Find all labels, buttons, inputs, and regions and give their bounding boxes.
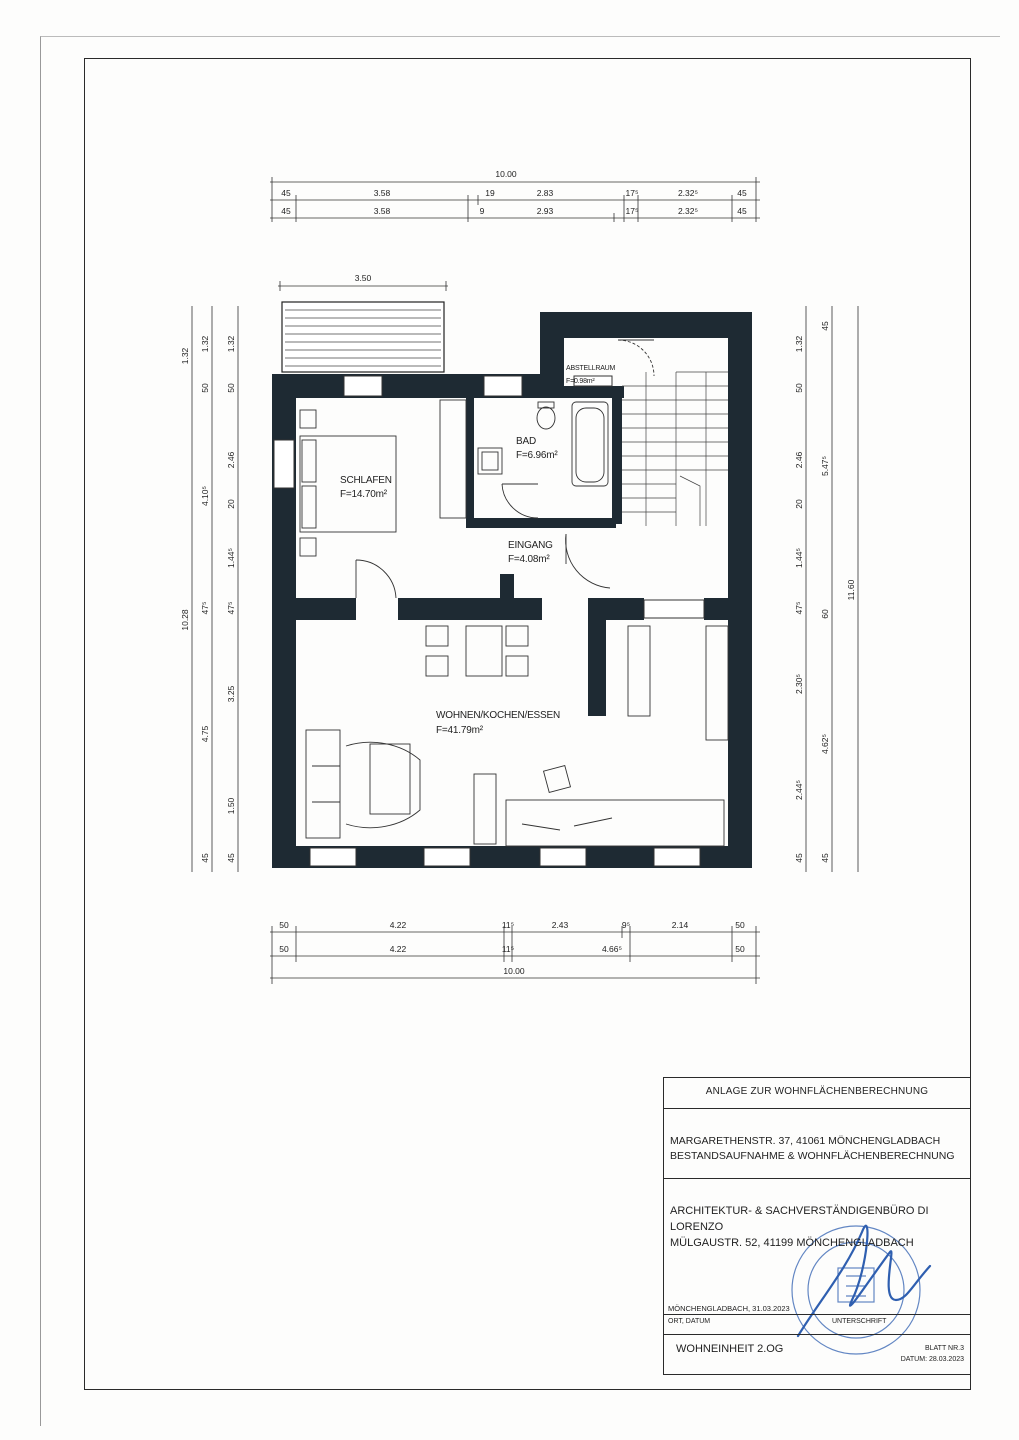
bottom-total-dim: 10.00 xyxy=(503,966,525,976)
dim-label: 11⁵ xyxy=(501,920,515,930)
dim-label: 1.32 xyxy=(180,347,190,365)
dim-label: 47⁵ xyxy=(226,601,236,615)
top-dims-row2 xyxy=(281,206,747,216)
dim-label: 45 xyxy=(820,853,830,863)
living-furniture xyxy=(306,626,728,846)
room-eingang-area: F=4.08m² xyxy=(508,554,550,565)
bathroom-fixtures xyxy=(478,402,608,486)
room-eingang-name: EINGANG xyxy=(508,540,553,551)
dim-label: 17⁵ xyxy=(625,188,639,198)
dim-label: 1.32 xyxy=(226,335,236,353)
divider xyxy=(664,1178,970,1179)
dim-label: 4.22 xyxy=(389,944,407,954)
dim-label: 50 xyxy=(200,383,210,393)
project-address xyxy=(670,1134,970,1164)
terrace-width-dim: 3.50 xyxy=(354,273,372,283)
place-date: MÖNCHENGLADBACH, 31.03.2023 xyxy=(668,1304,790,1313)
room-schlafen-area: F=14.70m² xyxy=(340,489,387,500)
dim-label: 1.50 xyxy=(226,797,236,815)
dim-label: 47⁵ xyxy=(794,601,804,615)
dim-label: 45 xyxy=(820,321,830,331)
bottom-dims-row2 xyxy=(279,944,745,954)
dim-label: 9⁵ xyxy=(621,920,631,930)
room-labels xyxy=(340,365,616,736)
dim-label: 45 xyxy=(737,188,747,198)
divider xyxy=(664,1334,970,1335)
dim-label: 1.44⁵ xyxy=(226,547,236,569)
dim-label: 2.46 xyxy=(794,451,804,469)
titleblock-heading: ANLAGE ZUR WOHNFLÄCHENBERECHNUNG xyxy=(705,1086,929,1097)
dim-label: 2.32⁵ xyxy=(677,206,699,216)
address-line-2: BESTANDSAUFNAHME & WOHNFLÄCHENBERECHNUNG xyxy=(670,1150,955,1162)
dim-label: 2.30⁵ xyxy=(794,673,804,695)
dim-label: 2.44⁵ xyxy=(794,779,804,801)
dim-label: 5.47⁵ xyxy=(820,455,830,477)
dim-label: 3.25 xyxy=(226,685,236,703)
dim-label: 45 xyxy=(226,853,236,863)
interior-walls xyxy=(296,386,728,716)
dim-label: 4.62⁵ xyxy=(820,733,830,755)
dim-label: 1.32 xyxy=(200,335,210,353)
dim-label: 9 xyxy=(479,206,485,216)
sheet-date: DATUM: 28.03.2023 xyxy=(900,1356,964,1363)
bottom-dims-row1 xyxy=(279,920,745,930)
top-dims-row1 xyxy=(281,188,747,198)
title-block xyxy=(663,1077,971,1375)
dim-label: 4.10⁵ xyxy=(200,485,210,507)
dim-label: 50 xyxy=(226,383,236,393)
dim-label: 3.58 xyxy=(373,188,391,198)
caption-signature: UNTERSCHRIFT xyxy=(832,1318,887,1325)
top-total-dim: 10.00 xyxy=(495,169,517,179)
address-line-1: MARGARETHENSTR. 37, 41061 MÖNCHENGLADBACH xyxy=(670,1135,941,1147)
architect-office xyxy=(670,1203,970,1251)
left-dims-col3 xyxy=(226,335,236,862)
divider xyxy=(664,1108,970,1109)
dim-label: 19 xyxy=(485,188,495,198)
dim-label: 10.28 xyxy=(180,609,190,631)
dim-label: 11⁵ xyxy=(501,944,515,954)
dim-label: 45 xyxy=(281,188,291,198)
left-dims-col2 xyxy=(200,335,210,862)
room-abstell-name: ABSTELLRAUM xyxy=(566,365,616,372)
sheet-number: BLATT NR.3 xyxy=(924,1345,964,1352)
dim-label: 3.58 xyxy=(373,206,391,216)
building xyxy=(272,302,752,868)
terrace xyxy=(282,302,444,372)
windows xyxy=(274,376,704,866)
dim-label: 60 xyxy=(820,609,830,619)
dim-label: 2.93 xyxy=(536,206,554,216)
dim-label: 50 xyxy=(735,920,745,930)
dim-label: 45 xyxy=(200,853,210,863)
office-line-2: MÜLGAUSTR. 52, 41199 MÖNCHENGLADBACH xyxy=(670,1237,914,1249)
dim-label: 45 xyxy=(737,206,747,216)
left-dims-col1 xyxy=(180,347,190,630)
dim-label: 50 xyxy=(794,383,804,393)
dim-label: 2.32⁵ xyxy=(677,188,699,198)
dim-label: 4.66⁵ xyxy=(601,944,623,954)
dim-label: 17⁵ xyxy=(625,206,639,216)
room-wohnen-area: F=41.79m² xyxy=(436,725,483,736)
dim-label: 50 xyxy=(279,920,289,930)
right-dims-col1 xyxy=(794,335,804,862)
dim-label: 2.43 xyxy=(551,920,569,930)
dim-label: 47⁵ xyxy=(200,601,210,615)
staircase xyxy=(622,360,728,598)
dim-label: 2.14 xyxy=(671,920,689,930)
right-total-dim: 11.60 xyxy=(846,579,856,601)
dim-label: 45 xyxy=(281,206,291,216)
office-line-1: ARCHITEKTUR- & SACHVERSTÄNDIGENBÜRO DI LORENZO xyxy=(670,1205,929,1233)
sheet-info xyxy=(901,1343,964,1365)
dim-label: 20 xyxy=(794,499,804,509)
dim-label: 20 xyxy=(226,499,236,509)
room-wohnen-name: WOHNEN/KOCHEN/ESSEN xyxy=(436,710,560,721)
dim-label: 1.44⁵ xyxy=(794,547,804,569)
dim-label: 1.32 xyxy=(794,335,804,353)
room-bad-area: F=6.96m² xyxy=(516,450,558,461)
dim-label: 4.22 xyxy=(389,920,407,930)
divider xyxy=(664,1314,970,1315)
dim-label: 50 xyxy=(735,944,745,954)
room-bad-name: BAD xyxy=(516,436,536,447)
room-abstell-area: F=0.98m² xyxy=(566,378,595,385)
dim-label: 2.46 xyxy=(226,451,236,469)
dim-label: 45 xyxy=(794,853,804,863)
dim-label: 2.83 xyxy=(536,188,554,198)
caption-place-date: ORT, DATUM xyxy=(668,1318,711,1325)
room-schlafen-name: SCHLAFEN xyxy=(340,475,392,486)
dim-label: 4.75 xyxy=(200,725,210,743)
right-dims-col2 xyxy=(820,321,830,863)
dim-label: 50 xyxy=(279,944,289,954)
unit-label: WOHNEINHEIT 2.OG xyxy=(676,1343,784,1355)
